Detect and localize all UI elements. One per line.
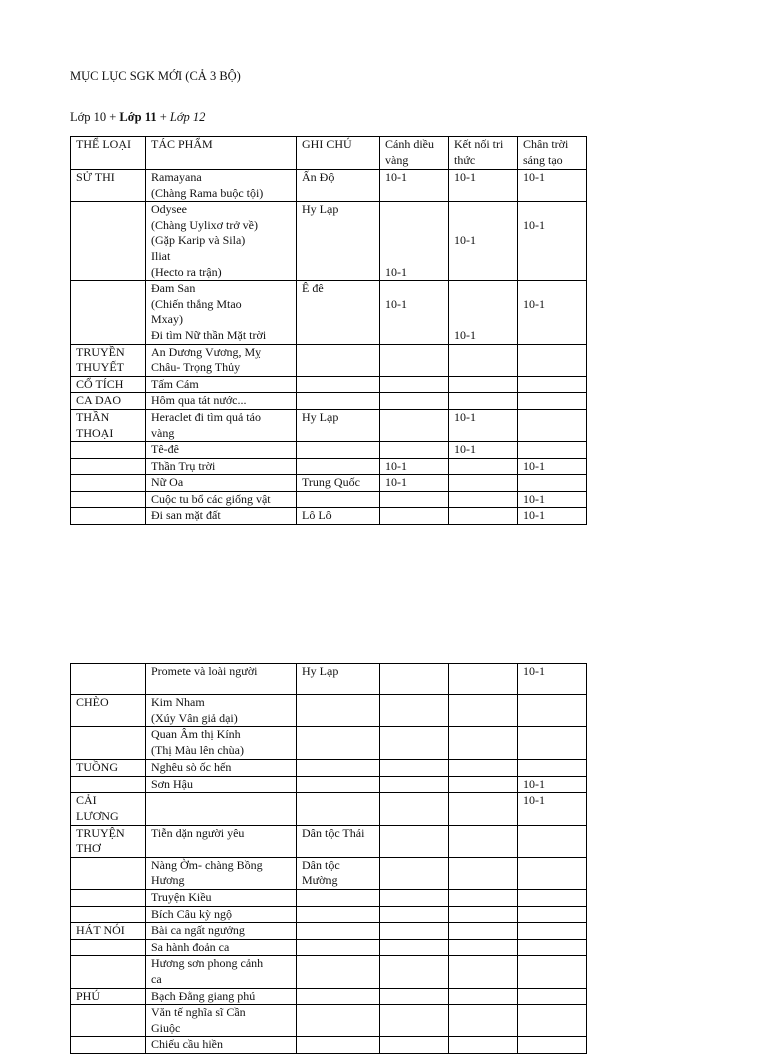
column-header: Cánh diều vàng bbox=[380, 137, 449, 170]
chan-troi-cell: 10-1 bbox=[518, 664, 587, 695]
grade-separator: + bbox=[156, 110, 170, 124]
contents-table-2 bbox=[70, 663, 587, 1054]
work-cell: Promete và loài người bbox=[146, 664, 297, 695]
note-cell: Lô Lô bbox=[297, 508, 380, 525]
note-cell: Trung Quốc bbox=[297, 475, 380, 492]
work-cell: Truyện Kiều bbox=[146, 889, 297, 906]
work-cell: Sa hành đoản ca bbox=[146, 939, 297, 956]
table-row bbox=[71, 889, 587, 906]
genre-cell bbox=[71, 491, 146, 508]
canh-dieu-cell bbox=[380, 956, 449, 988]
work-cell: Bích Câu kỳ ngộ bbox=[146, 906, 297, 923]
ket-noi-cell bbox=[449, 889, 518, 906]
ket-noi-cell bbox=[449, 760, 518, 777]
canh-dieu-cell bbox=[380, 344, 449, 376]
note-cell bbox=[297, 393, 380, 410]
grade-12-label: Lớp 12 bbox=[169, 110, 206, 124]
genre-cell bbox=[71, 956, 146, 988]
note-cell bbox=[297, 458, 380, 475]
table-row bbox=[71, 376, 587, 393]
ket-noi-cell bbox=[449, 988, 518, 1005]
note-cell bbox=[297, 344, 380, 376]
table-row bbox=[71, 393, 587, 410]
ket-noi-cell bbox=[449, 491, 518, 508]
genre-cell bbox=[71, 475, 146, 492]
canh-dieu-cell bbox=[380, 664, 449, 695]
chan-troi-cell bbox=[518, 727, 587, 760]
genre-cell: TUỒNG bbox=[71, 760, 146, 777]
genre-cell bbox=[71, 857, 146, 889]
canh-dieu-cell bbox=[380, 1037, 449, 1054]
chan-troi-cell bbox=[518, 442, 587, 459]
note-cell bbox=[297, 1005, 380, 1037]
column-header: TÁC PHẨM bbox=[146, 137, 297, 170]
chan-troi-cell bbox=[518, 475, 587, 492]
canh-dieu-cell bbox=[380, 508, 449, 525]
work-cell: Nghêu sò ốc hến bbox=[146, 760, 297, 777]
work-cell: Tấm Cám bbox=[146, 376, 297, 393]
note-cell bbox=[297, 442, 380, 459]
work-cell: Odysee (Chàng Uylixơ trở về) (Gặp Karip và Sila) Iliat (Hecto ra trận) bbox=[146, 202, 297, 281]
chan-troi-cell bbox=[518, 825, 587, 857]
ket-noi-cell bbox=[449, 727, 518, 760]
chan-troi-cell: 10-1 bbox=[518, 776, 587, 793]
ket-noi-cell bbox=[449, 1005, 518, 1037]
work-cell: Kim Nham (Xúy Vân giả dại) bbox=[146, 695, 297, 727]
genre-cell bbox=[71, 458, 146, 475]
canh-dieu-cell: 10-1 bbox=[380, 281, 449, 344]
ket-noi-cell: 10-1 bbox=[449, 170, 518, 202]
work-cell: Bạch Đằng giang phú bbox=[146, 988, 297, 1005]
note-cell bbox=[297, 906, 380, 923]
chan-troi-cell bbox=[518, 1037, 587, 1054]
note-cell: Dân tộc Thái bbox=[297, 825, 380, 857]
chan-troi-cell bbox=[518, 923, 587, 940]
genre-cell bbox=[71, 1005, 146, 1037]
ket-noi-cell bbox=[449, 475, 518, 492]
table-row bbox=[71, 664, 587, 695]
table-row bbox=[71, 988, 587, 1005]
grade-line bbox=[70, 110, 205, 125]
canh-dieu-cell: 10-1 bbox=[380, 170, 449, 202]
ket-noi-cell bbox=[449, 393, 518, 410]
chan-troi-cell: 10-1 bbox=[518, 202, 587, 281]
note-cell bbox=[297, 760, 380, 777]
note-cell: Dân tộc Mường bbox=[297, 857, 380, 889]
ket-noi-cell bbox=[449, 923, 518, 940]
work-cell: Đam San (Chiến thắng Mtao Mxay) Đi tìm Nữ thần Mặt trời bbox=[146, 281, 297, 344]
genre-cell: CHÈO bbox=[71, 695, 146, 727]
chan-troi-cell: 10-1 bbox=[518, 170, 587, 202]
genre-cell bbox=[71, 939, 146, 956]
canh-dieu-cell: 10-1 bbox=[380, 202, 449, 281]
column-header: THỂ LOẠI bbox=[71, 137, 146, 170]
table-row bbox=[71, 776, 587, 793]
canh-dieu-cell bbox=[380, 906, 449, 923]
note-cell bbox=[297, 923, 380, 940]
canh-dieu-cell bbox=[380, 776, 449, 793]
canh-dieu-cell bbox=[380, 727, 449, 760]
note-cell bbox=[297, 727, 380, 760]
canh-dieu-cell: 10-1 bbox=[380, 475, 449, 492]
table-row bbox=[71, 170, 587, 202]
table-row bbox=[71, 956, 587, 988]
canh-dieu-cell bbox=[380, 889, 449, 906]
column-header: GHI CHÚ bbox=[297, 137, 380, 170]
work-cell: Thần Trụ trời bbox=[146, 458, 297, 475]
work-cell: Tiễn dặn người yêu bbox=[146, 825, 297, 857]
canh-dieu-cell bbox=[380, 695, 449, 727]
table-row bbox=[71, 458, 587, 475]
table-row bbox=[71, 281, 587, 344]
chan-troi-cell bbox=[518, 857, 587, 889]
canh-dieu-cell bbox=[380, 491, 449, 508]
work-cell: Hương sơn phong cảnh ca bbox=[146, 956, 297, 988]
genre-cell: CA DAO bbox=[71, 393, 146, 410]
work-cell: Nàng Ờm- chàng Bồng Hương bbox=[146, 857, 297, 889]
table-row bbox=[71, 202, 587, 281]
ket-noi-cell: 10-1 bbox=[449, 202, 518, 281]
table-row bbox=[71, 508, 587, 525]
canh-dieu-cell: 10-1 bbox=[380, 458, 449, 475]
genre-cell: TRUYỆN THƠ bbox=[71, 825, 146, 857]
table-row bbox=[71, 442, 587, 459]
note-cell bbox=[297, 988, 380, 1005]
work-cell: Nữ Oa bbox=[146, 475, 297, 492]
ket-noi-cell bbox=[449, 376, 518, 393]
genre-cell bbox=[71, 906, 146, 923]
ket-noi-cell: 10-1 bbox=[449, 442, 518, 459]
chan-troi-cell bbox=[518, 1005, 587, 1037]
work-cell: Sơn Hậu bbox=[146, 776, 297, 793]
canh-dieu-cell bbox=[380, 376, 449, 393]
genre-cell bbox=[71, 727, 146, 760]
ket-noi-cell bbox=[449, 857, 518, 889]
chan-troi-cell bbox=[518, 344, 587, 376]
work-cell: Hôm qua tát nước... bbox=[146, 393, 297, 410]
grade-10-label: Lớp 10 + bbox=[70, 110, 120, 124]
chan-troi-cell bbox=[518, 939, 587, 956]
table-row bbox=[71, 475, 587, 492]
canh-dieu-cell bbox=[380, 825, 449, 857]
chan-troi-cell bbox=[518, 906, 587, 923]
ket-noi-cell bbox=[449, 793, 518, 825]
chan-troi-cell: 10-1 bbox=[518, 491, 587, 508]
chan-troi-cell: 10-1 bbox=[518, 281, 587, 344]
table-row bbox=[71, 906, 587, 923]
canh-dieu-cell bbox=[380, 442, 449, 459]
genre-cell bbox=[71, 664, 146, 695]
note-cell: Hy Lạp bbox=[297, 664, 380, 695]
work-cell: Bài ca ngất ngưởng bbox=[146, 923, 297, 940]
genre-cell bbox=[71, 776, 146, 793]
chan-troi-cell bbox=[518, 956, 587, 988]
note-cell: Hy Lạp bbox=[297, 202, 380, 281]
chan-troi-cell bbox=[518, 376, 587, 393]
chan-troi-cell: 10-1 bbox=[518, 793, 587, 825]
ket-noi-cell: 10-1 bbox=[449, 281, 518, 344]
document-title: MỤC LỤC SGK MỚI (CẢ 3 BỘ) bbox=[70, 69, 241, 83]
work-cell: Chiếu cầu hiền bbox=[146, 1037, 297, 1054]
note-cell bbox=[297, 956, 380, 988]
table-row bbox=[71, 939, 587, 956]
work-cell bbox=[146, 793, 297, 825]
table-row bbox=[71, 344, 587, 376]
contents-table-1 bbox=[70, 136, 587, 525]
genre-cell: HÁT NÓI bbox=[71, 923, 146, 940]
ket-noi-cell bbox=[449, 825, 518, 857]
ket-noi-cell bbox=[449, 508, 518, 525]
note-cell: Ấn Độ bbox=[297, 170, 380, 202]
work-cell: Tê-đê bbox=[146, 442, 297, 459]
table-row bbox=[71, 695, 587, 727]
chan-troi-cell: 10-1 bbox=[518, 458, 587, 475]
table-row bbox=[71, 1037, 587, 1054]
chan-troi-cell bbox=[518, 695, 587, 727]
canh-dieu-cell bbox=[380, 409, 449, 441]
ket-noi-cell: 10-1 bbox=[449, 409, 518, 441]
work-cell: Heraclet đi tìm quả táo vàng bbox=[146, 409, 297, 441]
chan-troi-cell bbox=[518, 760, 587, 777]
work-cell: Ramayana (Chàng Rama buộc tội) bbox=[146, 170, 297, 202]
note-cell bbox=[297, 793, 380, 825]
note-cell: Hy Lạp bbox=[297, 409, 380, 441]
genre-cell bbox=[71, 442, 146, 459]
chan-troi-cell bbox=[518, 889, 587, 906]
canh-dieu-cell bbox=[380, 1005, 449, 1037]
ket-noi-cell bbox=[449, 776, 518, 793]
work-cell: Đi san mặt đất bbox=[146, 508, 297, 525]
column-header: Kết nối tri thức bbox=[449, 137, 518, 170]
canh-dieu-cell bbox=[380, 988, 449, 1005]
chan-troi-cell bbox=[518, 409, 587, 441]
table-row bbox=[71, 760, 587, 777]
column-header: Chân trời sáng tạo bbox=[518, 137, 587, 170]
work-cell: An Dương Vương, Mỵ Châu- Trọng Thủy bbox=[146, 344, 297, 376]
genre-cell: SỬ THI bbox=[71, 170, 146, 202]
ket-noi-cell bbox=[449, 1037, 518, 1054]
table-header-row bbox=[71, 137, 587, 170]
canh-dieu-cell bbox=[380, 760, 449, 777]
ket-noi-cell bbox=[449, 458, 518, 475]
note-cell bbox=[297, 1037, 380, 1054]
canh-dieu-cell bbox=[380, 923, 449, 940]
grade-11-label: Lớp 11 bbox=[119, 110, 157, 124]
canh-dieu-cell bbox=[380, 393, 449, 410]
genre-cell: CẢI LƯƠNG bbox=[71, 793, 146, 825]
table-row bbox=[71, 409, 587, 441]
genre-cell bbox=[71, 889, 146, 906]
genre-cell: THẦN THOẠI bbox=[71, 409, 146, 441]
table-row bbox=[71, 491, 587, 508]
table-row bbox=[71, 923, 587, 940]
genre-cell: PHÚ bbox=[71, 988, 146, 1005]
genre-cell bbox=[71, 281, 146, 344]
ket-noi-cell bbox=[449, 695, 518, 727]
canh-dieu-cell bbox=[380, 857, 449, 889]
note-cell bbox=[297, 939, 380, 956]
genre-cell: CỔ TÍCH bbox=[71, 376, 146, 393]
chan-troi-cell bbox=[518, 988, 587, 1005]
genre-cell bbox=[71, 508, 146, 525]
genre-cell bbox=[71, 202, 146, 281]
ket-noi-cell bbox=[449, 906, 518, 923]
table-row bbox=[71, 825, 587, 857]
chan-troi-cell bbox=[518, 393, 587, 410]
canh-dieu-cell bbox=[380, 793, 449, 825]
note-cell: Ê đê bbox=[297, 281, 380, 344]
work-cell: Văn tế nghĩa sĩ Cần Giuộc bbox=[146, 1005, 297, 1037]
ket-noi-cell bbox=[449, 344, 518, 376]
note-cell bbox=[297, 695, 380, 727]
genre-cell: TRUYỀN THUYẾT bbox=[71, 344, 146, 376]
table-row bbox=[71, 857, 587, 889]
chan-troi-cell: 10-1 bbox=[518, 508, 587, 525]
work-cell: Cuộc tu bổ các giống vật bbox=[146, 491, 297, 508]
note-cell bbox=[297, 491, 380, 508]
ket-noi-cell bbox=[449, 939, 518, 956]
ket-noi-cell bbox=[449, 664, 518, 695]
work-cell: Quan Âm thị Kính (Thị Màu lên chùa) bbox=[146, 727, 297, 760]
note-cell bbox=[297, 889, 380, 906]
note-cell bbox=[297, 376, 380, 393]
canh-dieu-cell bbox=[380, 939, 449, 956]
ket-noi-cell bbox=[449, 956, 518, 988]
table-row bbox=[71, 793, 587, 825]
table-row bbox=[71, 1005, 587, 1037]
table-row bbox=[71, 727, 587, 760]
genre-cell bbox=[71, 1037, 146, 1054]
note-cell bbox=[297, 776, 380, 793]
